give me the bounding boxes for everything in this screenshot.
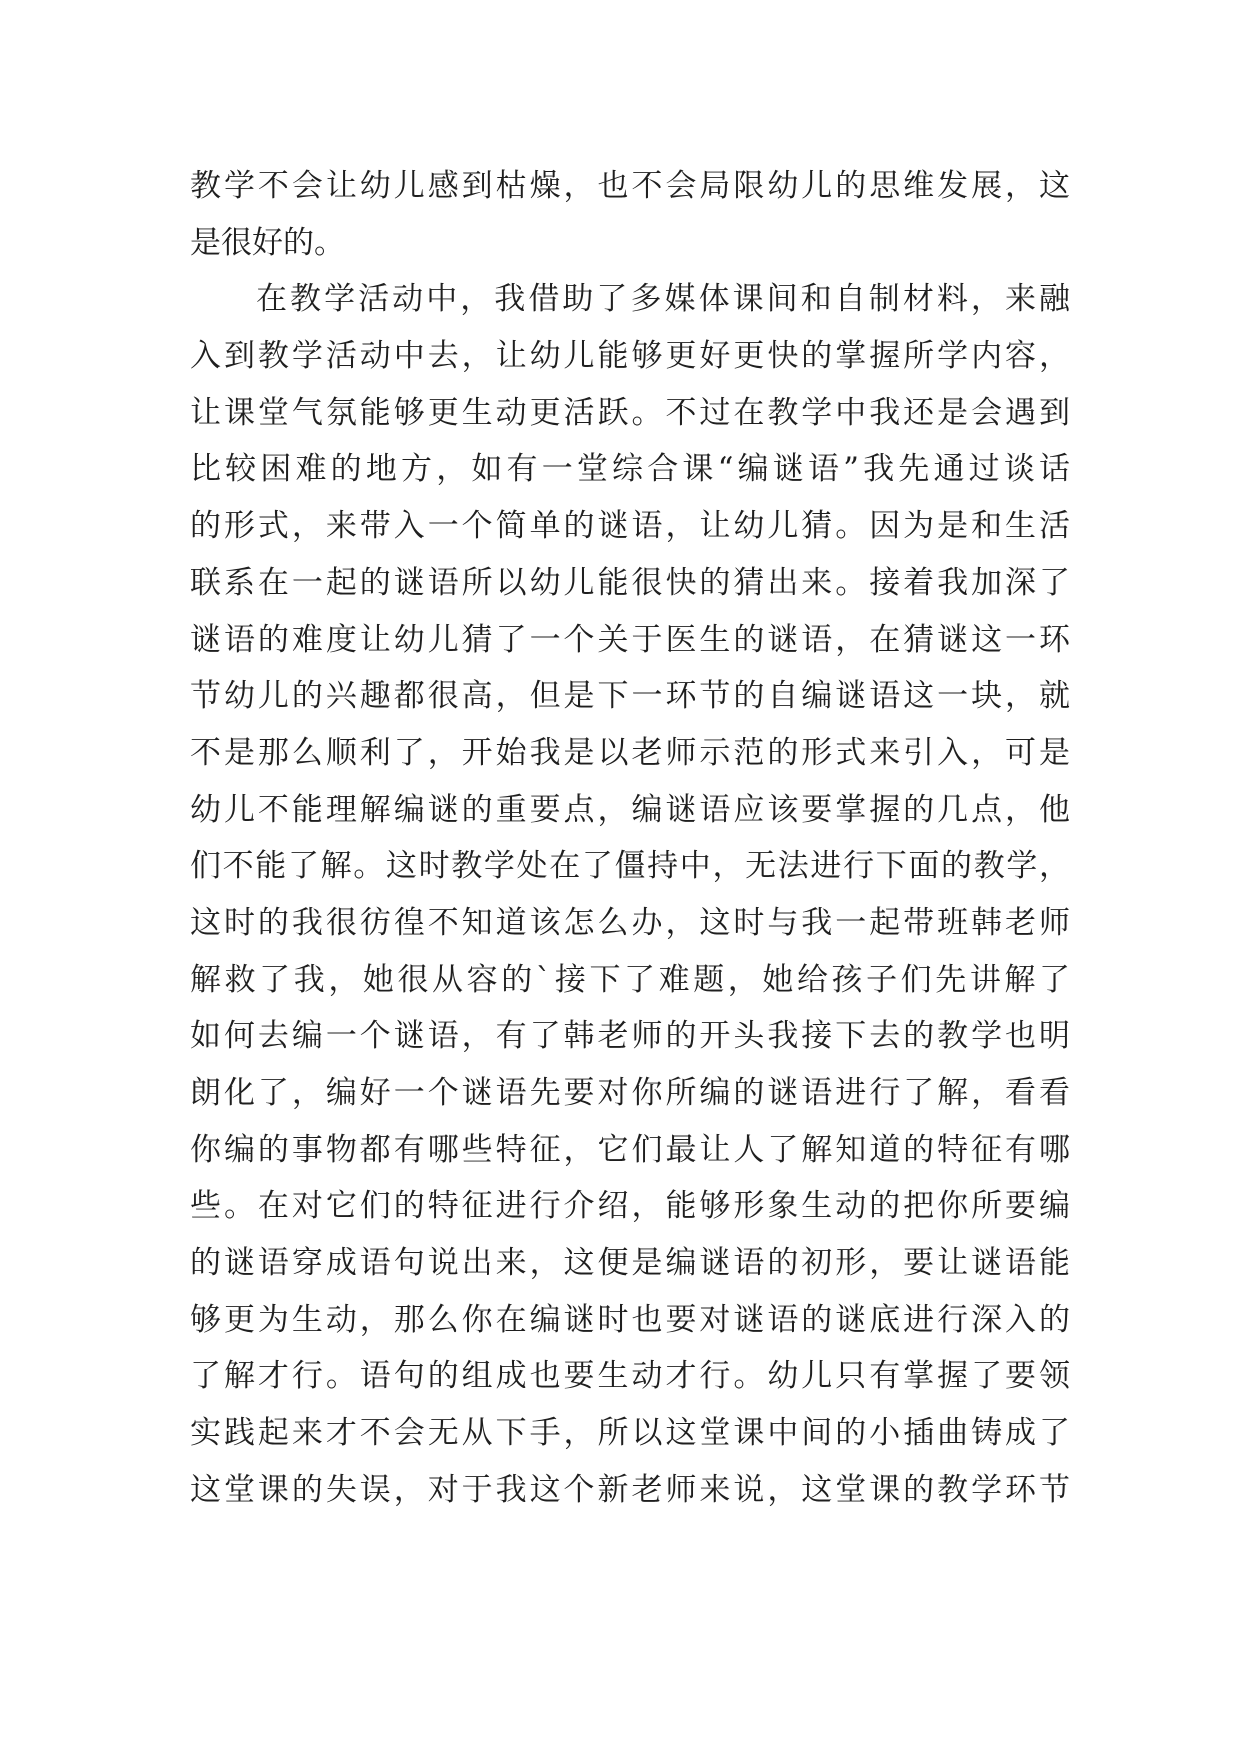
text-line: 实践起来才不会无从下手，所以这堂课中间的小插曲铸成了 (190, 1415, 1070, 1452)
text-line: 解救了我，她很从容的`接下了难题，她给孩子们先讲解了 (190, 961, 1070, 998)
text-line: 节幼儿的兴趣都很高，但是下一环节的自编谜语这一块，就 (190, 678, 1070, 715)
text-line: 这堂课的失误，对于我这个新老师来说，这堂课的教学环节 (190, 1471, 1070, 1508)
text-line: 比较困难的地方，如有一堂综合课“编谜语”我先通过谈话 (190, 451, 1070, 488)
text-line: 入到教学活动中去，让幼儿能够更好更快的掌握所学内容， (190, 338, 1070, 375)
text-line: 些。在对它们的特征进行介绍，能够形象生动的把你所要编 (190, 1188, 1070, 1225)
text-line: 们不能了解。这时教学处在了僵持中，无法进行下面的教学， (190, 848, 1070, 885)
text-line: 如何去编一个谜语，有了韩老师的开头我接下去的教学也明 (190, 1018, 1070, 1055)
text-line: 让课堂气氛能够更生动更活跃。不过在教学中我还是会遇到 (190, 394, 1070, 431)
document-body (190, 158, 1070, 1519)
text-line: 你编的事物都有哪些特征，它们最让人了解知道的特征有哪 (190, 1131, 1070, 1168)
text-line: 不是那么顺利了，开始我是以老师示范的形式来引入，可是 (190, 734, 1070, 771)
text-line-indented: 在教学活动中，我借助了多媒体课间和自制材料，来融 (256, 281, 1070, 318)
text-line: 教学不会让幼儿感到枯燥，也不会局限幼儿的思维发展，这 (190, 168, 1070, 204)
text-line: 联系在一起的谜语所以幼儿能很快的猜出来。接着我加深了 (190, 564, 1070, 601)
paragraph-2 (190, 271, 1070, 1518)
paragraph-1 (190, 158, 1070, 271)
text-line: 是很好的。 (190, 224, 345, 261)
text-line: 够更为生动，那么你在编谜时也要对谜语的谜底进行深入的 (190, 1301, 1070, 1338)
text-line: 幼儿不能理解编谜的重要点，编谜语应该要掌握的几点，他 (190, 791, 1070, 828)
text-line: 谜语的难度让幼儿猜了一个关于医生的谜语，在猜谜这一环 (190, 621, 1070, 658)
text-line: 了解才行。语句的组成也要生动才行。幼儿只有掌握了要领 (190, 1358, 1070, 1395)
text-line: 这时的我很彷徨不知道该怎么办，这时与我一起带班韩老师 (190, 904, 1070, 941)
text-line: 的谜语穿成语句说出来，这便是编谜语的初形，要让谜语能 (190, 1245, 1070, 1282)
text-line: 的形式，来带入一个简单的谜语，让幼儿猜。因为是和生活 (190, 508, 1070, 545)
text-line: 朗化了，编好一个谜语先要对你所编的谜语进行了解，看看 (190, 1075, 1070, 1111)
